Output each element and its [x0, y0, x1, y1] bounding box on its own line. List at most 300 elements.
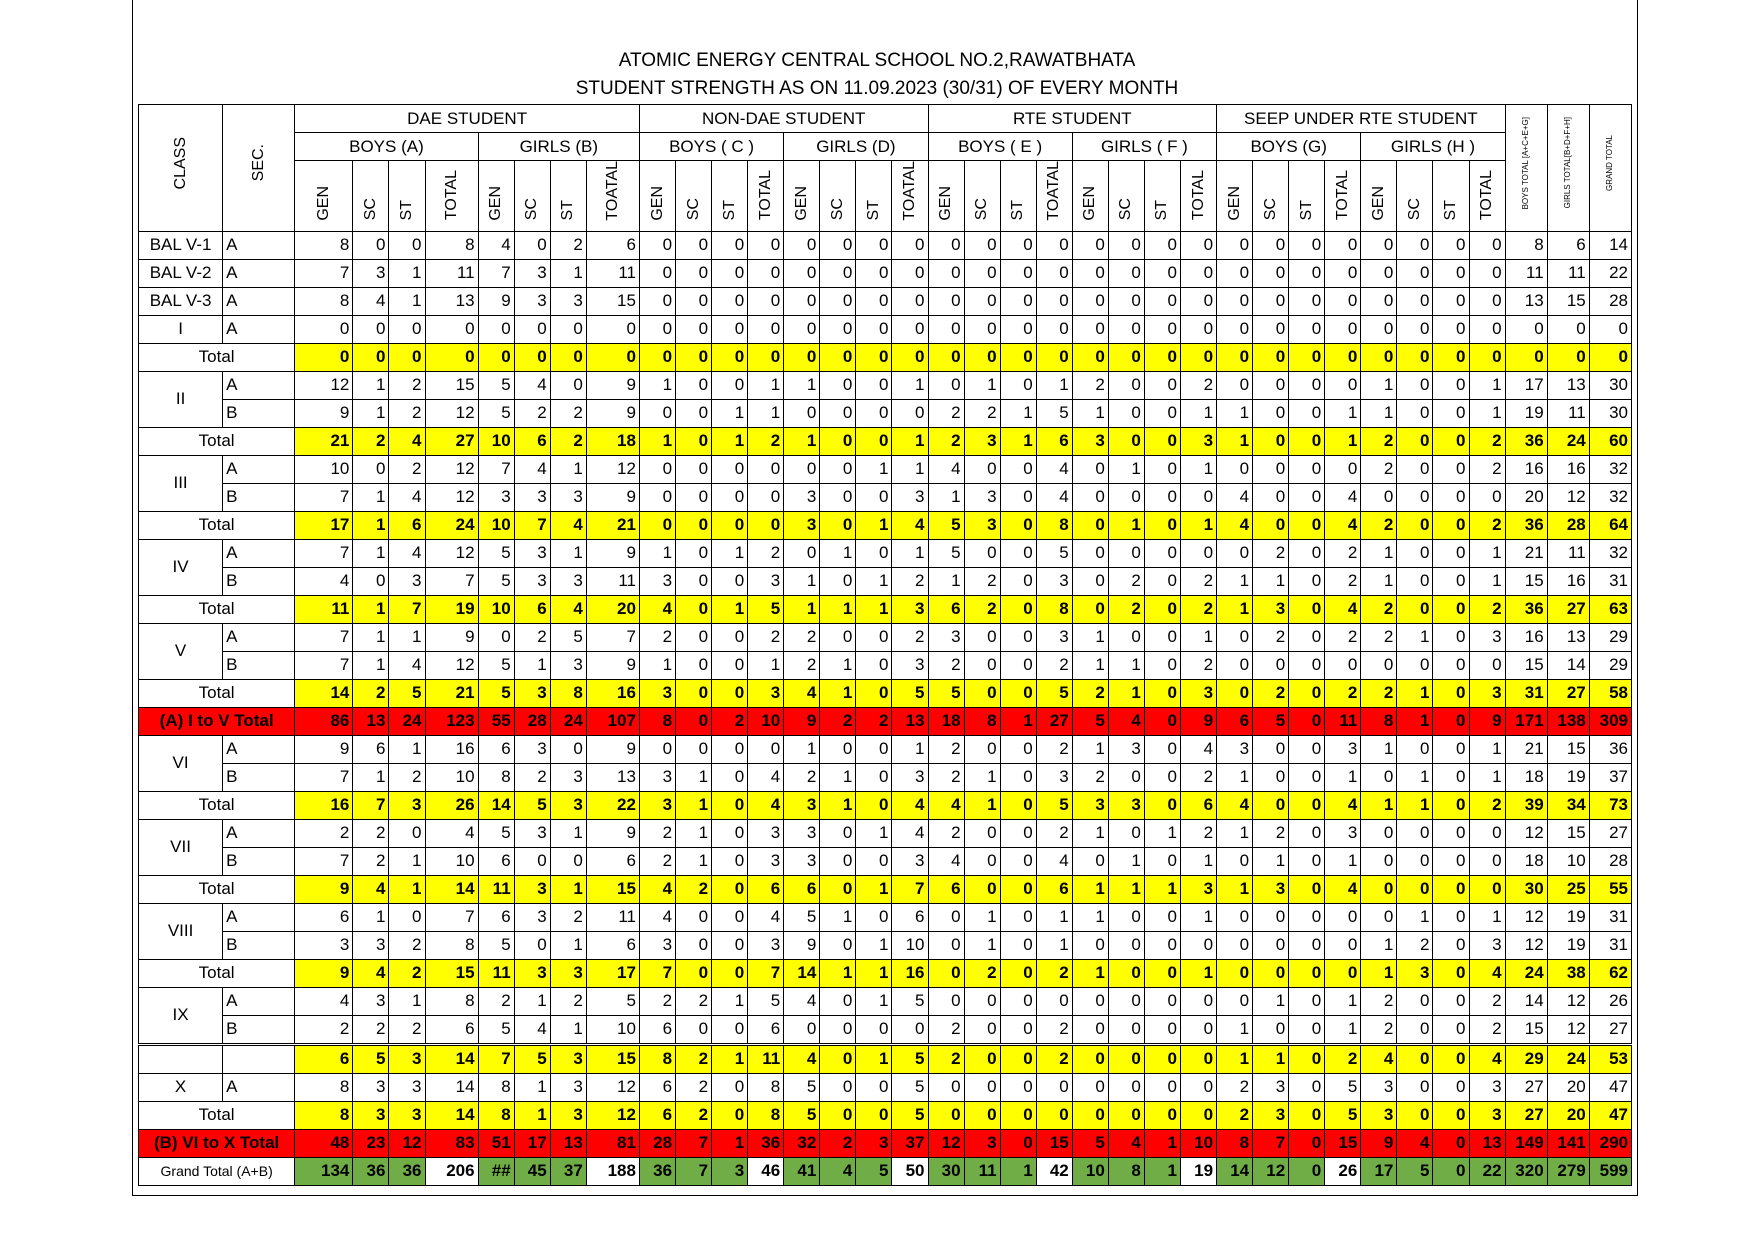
- value-cell: 1: [712, 595, 748, 623]
- table-row: [139, 959, 1632, 987]
- value-cell: 0: [676, 707, 712, 735]
- value-cell: 2: [550, 427, 586, 455]
- value-cell: 5: [1325, 1101, 1361, 1129]
- value-cell: 4: [389, 427, 425, 455]
- value-cell: 0: [892, 399, 928, 427]
- value-cell: 3: [1036, 623, 1072, 651]
- value-cell: 0: [820, 371, 856, 399]
- value-cell: 3: [639, 931, 675, 959]
- value-cell: 1: [1469, 399, 1505, 427]
- value-cell: 0: [295, 315, 353, 343]
- value-cell: 0: [820, 819, 856, 847]
- value-cell: 8: [1108, 1157, 1144, 1185]
- value-cell: 29: [1505, 1044, 1547, 1073]
- value-cell: 8: [295, 287, 353, 315]
- value-cell: 8: [1217, 1129, 1253, 1157]
- value-cell: 1: [353, 399, 389, 427]
- table-row: [139, 903, 1632, 931]
- value-cell: 0: [1144, 1044, 1180, 1073]
- value-cell: 15: [1036, 1129, 1072, 1157]
- value-cell: 1: [1108, 679, 1144, 707]
- value-cell: 0: [712, 791, 748, 819]
- class-cell: IV: [139, 539, 223, 595]
- value-cell: 0: [1036, 287, 1072, 315]
- value-cell: 47: [1589, 1101, 1631, 1129]
- value-cell: 0: [1144, 539, 1180, 567]
- value-cell: 30: [1505, 875, 1547, 903]
- value-cell: 0: [1547, 315, 1589, 343]
- value-cell: 4: [748, 763, 784, 791]
- value-cell: 2: [964, 595, 1000, 623]
- value-cell: 0: [1000, 903, 1036, 931]
- value-cell: 17: [586, 959, 639, 987]
- value-cell: 2: [1180, 595, 1216, 623]
- value-cell: 32: [1589, 483, 1631, 511]
- value-cell: 0: [820, 343, 856, 371]
- table-row: [139, 1129, 1632, 1157]
- value-cell: 9: [1469, 707, 1505, 735]
- value-cell: 0: [1289, 287, 1325, 315]
- value-cell: 2: [1253, 623, 1289, 651]
- value-cell: 1: [1000, 427, 1036, 455]
- value-cell: 51: [478, 1129, 514, 1157]
- value-cell: 1: [964, 931, 1000, 959]
- value-cell: 4: [514, 371, 550, 399]
- value-cell: 0: [676, 735, 712, 763]
- value-cell: 0: [856, 791, 892, 819]
- value-cell: 8: [295, 1073, 353, 1101]
- value-cell: 0: [1144, 371, 1180, 399]
- value-cell: 7: [295, 763, 353, 791]
- value-cell: 1: [1144, 1129, 1180, 1157]
- value-cell: 2: [856, 707, 892, 735]
- value-cell: 1: [1180, 455, 1216, 483]
- value-cell: 0: [820, 987, 856, 1015]
- value-cell: 0: [1325, 343, 1361, 371]
- value-cell: 5: [1325, 1073, 1361, 1101]
- value-cell: 10: [748, 707, 784, 735]
- value-cell: 0: [1253, 959, 1289, 987]
- value-cell: 1: [550, 931, 586, 959]
- value-cell: 1: [820, 763, 856, 791]
- value-cell: 7: [478, 1044, 514, 1073]
- value-cell: 0: [820, 455, 856, 483]
- total-label: Total: [139, 791, 295, 819]
- section-cell: B: [223, 1015, 295, 1044]
- value-cell: 4: [353, 959, 389, 987]
- value-cell: 0: [1253, 1015, 1289, 1044]
- table-row: [139, 371, 1632, 399]
- value-cell: 0: [1469, 287, 1505, 315]
- value-cell: 0: [1217, 903, 1253, 931]
- value-cell: 0: [1469, 651, 1505, 679]
- value-cell: 0: [1072, 595, 1108, 623]
- value-cell: 0: [1325, 651, 1361, 679]
- value-cell: 10: [1072, 1157, 1108, 1185]
- value-cell: 1: [389, 875, 425, 903]
- value-cell: 171: [1505, 707, 1547, 735]
- value-cell: 1: [1253, 567, 1289, 595]
- value-cell: 0: [1433, 595, 1469, 623]
- value-cell: 0: [820, 259, 856, 287]
- value-cell: 27: [1589, 819, 1631, 847]
- value-cell: 7: [1253, 1129, 1289, 1157]
- value-cell: 0: [1397, 735, 1433, 763]
- section-cell: A: [223, 231, 295, 259]
- value-cell: 0: [964, 987, 1000, 1015]
- value-cell: 0: [1108, 259, 1144, 287]
- value-cell: 1: [1072, 903, 1108, 931]
- value-cell: 6: [295, 1044, 353, 1073]
- value-cell: 2: [892, 623, 928, 651]
- section-cell: B: [223, 651, 295, 679]
- value-cell: 0: [1253, 259, 1289, 287]
- value-cell: 18: [1505, 847, 1547, 875]
- value-cell: 10: [586, 1015, 639, 1044]
- value-cell: 2: [1108, 595, 1144, 623]
- value-cell: 3: [1217, 735, 1253, 763]
- value-cell: 12: [1505, 903, 1547, 931]
- value-cell: 0: [1253, 735, 1289, 763]
- value-cell: 10: [892, 931, 928, 959]
- value-cell: 1: [820, 651, 856, 679]
- column-header: GEN: [1217, 161, 1253, 232]
- value-cell: 12: [586, 1101, 639, 1129]
- value-cell: 16: [586, 679, 639, 707]
- value-cell: 0: [1253, 371, 1289, 399]
- value-cell: 2: [1180, 371, 1216, 399]
- value-cell: 1: [1253, 847, 1289, 875]
- value-cell: 25: [1547, 875, 1589, 903]
- value-cell: 41: [784, 1157, 820, 1185]
- value-cell: 0: [856, 427, 892, 455]
- value-cell: 17: [1505, 371, 1547, 399]
- value-cell: 0: [1144, 903, 1180, 931]
- value-cell: 0: [1000, 847, 1036, 875]
- value-cell: 0: [1144, 1073, 1180, 1101]
- value-cell: 0: [1217, 231, 1253, 259]
- table-row: [139, 679, 1632, 707]
- value-cell: 7: [514, 511, 550, 539]
- value-cell: 0: [639, 399, 675, 427]
- value-cell: 1: [514, 1073, 550, 1101]
- value-cell: 3: [639, 679, 675, 707]
- value-cell: 2: [1217, 1073, 1253, 1101]
- value-cell: 13: [586, 763, 639, 791]
- value-cell: 0: [1397, 259, 1433, 287]
- value-cell: 4: [1217, 791, 1253, 819]
- value-cell: 1: [389, 987, 425, 1015]
- value-cell: 9: [478, 287, 514, 315]
- value-cell: 0: [676, 287, 712, 315]
- value-cell: 1: [389, 735, 425, 763]
- value-cell: 0: [353, 231, 389, 259]
- value-cell: 20: [1547, 1073, 1589, 1101]
- value-cell: 1: [856, 511, 892, 539]
- value-cell: 0: [712, 1101, 748, 1129]
- value-cell: 0: [1072, 1015, 1108, 1044]
- value-cell: 58: [1589, 679, 1631, 707]
- value-cell: 19: [1505, 399, 1547, 427]
- value-cell: 4: [1469, 959, 1505, 987]
- value-cell: 13: [353, 707, 389, 735]
- value-cell: 28: [1589, 847, 1631, 875]
- value-cell: 34: [1547, 791, 1589, 819]
- value-cell: 0: [1433, 959, 1469, 987]
- total-label: Total: [139, 511, 295, 539]
- section-cell: A: [223, 623, 295, 651]
- value-cell: 7: [295, 847, 353, 875]
- value-cell: 0: [1433, 539, 1469, 567]
- value-cell: 0: [514, 231, 550, 259]
- value-cell: 0: [1289, 539, 1325, 567]
- value-cell: 1: [353, 595, 389, 623]
- value-cell: 1: [1072, 875, 1108, 903]
- value-cell: 2: [784, 623, 820, 651]
- value-cell: 0: [1397, 427, 1433, 455]
- value-cell: 9: [295, 735, 353, 763]
- value-cell: 0: [1000, 455, 1036, 483]
- value-cell: 22: [1469, 1157, 1505, 1185]
- value-cell: 6: [586, 931, 639, 959]
- value-cell: 8: [639, 707, 675, 735]
- value-cell: 0: [1144, 931, 1180, 959]
- value-cell: 0: [1000, 875, 1036, 903]
- value-cell: 0: [1108, 287, 1144, 315]
- value-cell: 3: [550, 567, 586, 595]
- value-cell: 4: [1397, 1129, 1433, 1157]
- table-row: [139, 595, 1632, 623]
- value-cell: 0: [1289, 707, 1325, 735]
- value-cell: 0: [1433, 371, 1469, 399]
- value-cell: 8: [478, 1101, 514, 1129]
- value-cell: 9: [425, 623, 478, 651]
- value-cell: 0: [639, 455, 675, 483]
- value-cell: 2: [295, 819, 353, 847]
- value-cell: 1: [639, 539, 675, 567]
- value-cell: 8: [748, 1101, 784, 1129]
- value-cell: 0: [1000, 231, 1036, 259]
- value-cell: 48: [295, 1129, 353, 1157]
- value-cell: 1: [1108, 455, 1144, 483]
- value-cell: 0: [856, 259, 892, 287]
- column-header: SC: [964, 161, 1000, 232]
- value-cell: 0: [1433, 679, 1469, 707]
- value-cell: 8: [1036, 511, 1072, 539]
- value-cell: 141: [1547, 1129, 1589, 1157]
- value-cell: 0: [1180, 987, 1216, 1015]
- value-cell: 28: [1589, 287, 1631, 315]
- value-cell: 12: [425, 455, 478, 483]
- value-cell: 5: [550, 623, 586, 651]
- value-cell: 1: [712, 399, 748, 427]
- value-cell: 1: [1000, 1157, 1036, 1185]
- value-cell: 2: [550, 903, 586, 931]
- value-cell: 0: [1289, 1073, 1325, 1101]
- value-cell: 0: [1000, 791, 1036, 819]
- table-row: [139, 455, 1632, 483]
- value-cell: 0: [712, 931, 748, 959]
- value-cell: 1: [1180, 399, 1216, 427]
- value-cell: 0: [1433, 259, 1469, 287]
- value-cell: 0: [1000, 959, 1036, 987]
- value-cell: 3: [964, 483, 1000, 511]
- value-cell: 0: [1469, 231, 1505, 259]
- section-cell: B: [223, 567, 295, 595]
- value-cell: 6: [586, 231, 639, 259]
- value-cell: 11: [478, 959, 514, 987]
- value-cell: 0: [1397, 287, 1433, 315]
- column-header: ST: [1000, 161, 1036, 232]
- value-cell: 0: [1325, 959, 1361, 987]
- value-cell: 2: [550, 231, 586, 259]
- value-cell: 2: [514, 763, 550, 791]
- value-cell: 12: [928, 1129, 964, 1157]
- value-cell: 0: [748, 259, 784, 287]
- value-cell: 15: [1547, 735, 1589, 763]
- column-header: GEN: [478, 161, 514, 232]
- value-cell: 12: [425, 399, 478, 427]
- value-cell: 3: [784, 847, 820, 875]
- value-cell: 0: [1361, 903, 1397, 931]
- value-cell: 0: [1289, 371, 1325, 399]
- value-cell: 7: [676, 1157, 712, 1185]
- value-cell: 0: [748, 231, 784, 259]
- value-cell: 8: [478, 1073, 514, 1101]
- value-cell: 2: [1469, 595, 1505, 623]
- value-cell: 1: [892, 735, 928, 763]
- value-cell: 0: [820, 1073, 856, 1101]
- value-cell: 0: [820, 931, 856, 959]
- value-cell: 0: [1036, 343, 1072, 371]
- value-cell: 3: [784, 511, 820, 539]
- value-cell: 31: [1589, 567, 1631, 595]
- value-cell: 0: [478, 315, 514, 343]
- value-cell: 1: [784, 371, 820, 399]
- value-cell: 0: [1397, 231, 1433, 259]
- value-cell: 0: [425, 343, 478, 371]
- value-cell: 0: [1144, 679, 1180, 707]
- value-cell: 0: [1036, 231, 1072, 259]
- value-cell: 4: [514, 1015, 550, 1044]
- value-cell: 2: [1361, 595, 1397, 623]
- value-cell: 0: [1397, 651, 1433, 679]
- value-cell: 2: [478, 987, 514, 1015]
- value-cell: 0: [1217, 315, 1253, 343]
- value-cell: 0: [1144, 567, 1180, 595]
- section-cell: A: [223, 1073, 295, 1101]
- value-cell: 1: [353, 623, 389, 651]
- value-cell: 0: [1253, 343, 1289, 371]
- value-cell: 12: [295, 371, 353, 399]
- class-header: CLASS: [139, 105, 223, 232]
- value-cell: 0: [676, 651, 712, 679]
- value-cell: 32: [1589, 539, 1631, 567]
- value-cell: 0: [1289, 343, 1325, 371]
- value-cell: 0: [1325, 315, 1361, 343]
- value-cell: 5: [784, 1101, 820, 1129]
- value-cell: 1: [820, 595, 856, 623]
- value-cell: 0: [1108, 315, 1144, 343]
- value-cell: 6: [639, 1101, 675, 1129]
- value-cell: 27: [1547, 679, 1589, 707]
- value-cell: 2: [1036, 651, 1072, 679]
- value-cell: 10: [478, 511, 514, 539]
- section-cell: A: [223, 735, 295, 763]
- value-cell: 30: [928, 1157, 964, 1185]
- value-cell: 86: [295, 707, 353, 735]
- value-cell: 2: [1469, 791, 1505, 819]
- value-cell: 4: [295, 567, 353, 595]
- section-cell: A: [223, 287, 295, 315]
- value-cell: 3: [514, 259, 550, 287]
- value-cell: 4: [892, 819, 928, 847]
- value-cell: 2: [928, 763, 964, 791]
- value-cell: 1: [964, 371, 1000, 399]
- value-cell: 4: [1036, 483, 1072, 511]
- value-cell: 188: [586, 1157, 639, 1185]
- value-cell: 0: [928, 903, 964, 931]
- table-row: [139, 1015, 1632, 1044]
- value-cell: 0: [1180, 343, 1216, 371]
- value-cell: 15: [425, 959, 478, 987]
- value-cell: 1: [928, 567, 964, 595]
- value-cell: 2: [1036, 959, 1072, 987]
- value-cell: 0: [478, 623, 514, 651]
- value-cell: 0: [1289, 455, 1325, 483]
- value-cell: 2: [1469, 455, 1505, 483]
- total-label: Total: [139, 1101, 295, 1129]
- value-cell: 0: [1000, 1044, 1036, 1073]
- value-cell: 0: [712, 287, 748, 315]
- value-cell: 2: [928, 427, 964, 455]
- column-header: SC: [1397, 161, 1433, 232]
- value-cell: 0: [1144, 455, 1180, 483]
- value-cell: 1: [1361, 371, 1397, 399]
- value-cell: 1: [1469, 567, 1505, 595]
- value-cell: 0: [1217, 651, 1253, 679]
- value-cell: 0: [1217, 987, 1253, 1015]
- value-cell: 64: [1589, 511, 1631, 539]
- value-cell: 4: [1325, 595, 1361, 623]
- value-cell: 2: [639, 847, 675, 875]
- value-cell: 0: [748, 343, 784, 371]
- value-cell: 7: [478, 259, 514, 287]
- value-cell: 2: [1072, 371, 1108, 399]
- value-cell: 0: [712, 567, 748, 595]
- value-cell: 0: [1108, 483, 1144, 511]
- value-cell: 0: [1000, 483, 1036, 511]
- value-cell: 3: [784, 819, 820, 847]
- value-cell: 8: [550, 679, 586, 707]
- value-cell: 1: [820, 791, 856, 819]
- value-cell: 0: [1397, 847, 1433, 875]
- value-cell: 0: [1108, 903, 1144, 931]
- value-cell: 2: [1469, 987, 1505, 1015]
- value-cell: 0: [1108, 1044, 1144, 1073]
- value-cell: 1: [676, 763, 712, 791]
- subgroup-header: BOYS (A): [295, 133, 478, 161]
- table-row: [139, 399, 1632, 427]
- value-cell: 0: [712, 455, 748, 483]
- value-cell: 7: [295, 483, 353, 511]
- value-cell: 1: [1180, 903, 1216, 931]
- value-cell: 0: [712, 371, 748, 399]
- value-cell: 0: [1000, 567, 1036, 595]
- value-cell: 1: [1000, 399, 1036, 427]
- value-cell: 0: [1144, 259, 1180, 287]
- value-cell: 0: [964, 847, 1000, 875]
